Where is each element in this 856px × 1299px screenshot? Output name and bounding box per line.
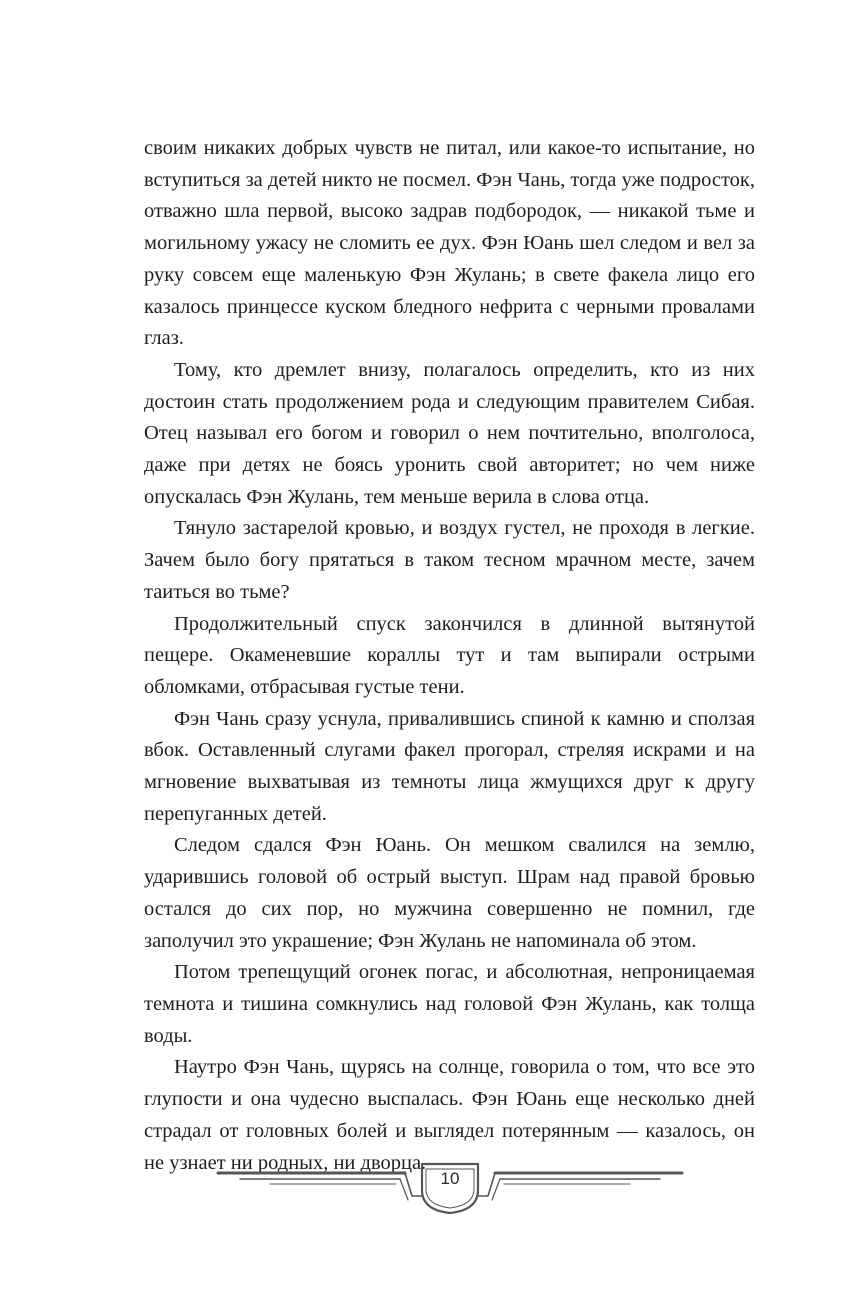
paragraph-8: Наутро Фэн Чань, щурясь на солнце, говорила о том, что все это глупости и она чудесно выспалась. Фэн Юань еще несколько дней страдал от головных болей и выглядел потерянным — казалось, он не узнает ни родных, ни дворца. (144, 1056, 755, 1174)
paragraph-3: Тянуло застарелой кровью, и воздух густел, не проходя в легкие. Зачем было богу прятаться в таком тесном мрачном месте, зачем таиться во тьме? (144, 517, 755, 603)
paragraph-1: своим никаких добрых чувств не питал, или какое-то испытание, но вступиться за детей никто не посмел. Фэн Чань, тогда уже подросток, отважно шла первой, высоко задрав подбородок, — никакой тьме и могильному ужасу не сломить ее дух. Фэн Юань шел следом и вел за руку совсем еще маленькую Фэн Жулань; в свете факела лицо его казалось принцессе куском бледного нефрита с черными провалами глаз. (144, 137, 755, 350)
page-body (144, 133, 755, 1179)
page-number: 10 (440, 1169, 460, 1188)
paragraph-2: Тому, кто дремлет внизу, полагалось определить, кто из них достоин стать продолжением рода и следующим правителем Сибая. Отец называл его богом и говорил о нем почтительно, вполголоса, даже при детях не боясь уронить свой авторитет; но чем ниже опускалась Фэн Жулань, тем меньше верила в слова отца. (144, 358, 755, 508)
paragraph-6: Следом сдался Фэн Юань. Он мешком свалился на землю, ударившись головой об острый выступ. Шрам над правой бровью остался до сих пор, но мужчина совершенно не помнил, где заполучил это украшение; Фэн Жулань не напоминала об этом. (144, 834, 755, 952)
paragraph-5: Фэн Чань сразу уснула, привалившись спиной к камню и сползая вбок. Оставленный слугами факел прогорал, стреляя искрами и на мгновение выхватывая из темноты лица жмущихся друг к другу перепуганных детей. (144, 707, 755, 825)
paragraph-7: Потом трепещущий огонек погас, и абсолютная, непроницаемая темнота и тишина сомкнулись над головой Фэн Жулань, как толща воды. (144, 961, 755, 1047)
page-footer (200, 1160, 700, 1220)
paragraph-4: Продолжительный спуск закончился в длинной вытянутой пещере. Окаменевшие кораллы тут и там выпирали острыми обломками, отбрасывая густые тени. (144, 612, 755, 698)
